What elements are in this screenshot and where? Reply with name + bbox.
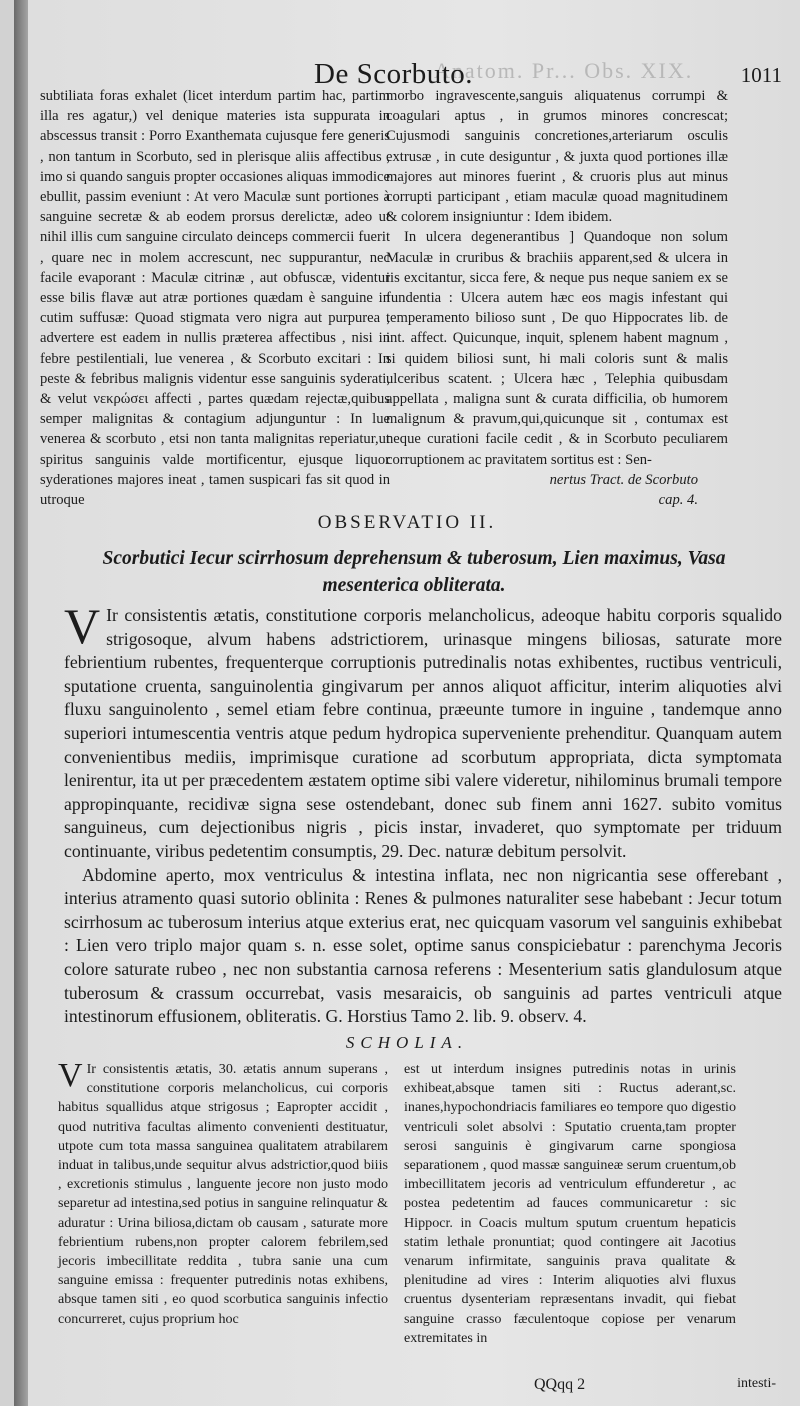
observatio-paragraph-1: V Ir consistentis ætatis, constitutione corporis melancholicus, adeoque habitu corporis squalido strigosoque, alvum habens adstrictiorem, urinasque mingens biliosas, saturate more febrientium rubentes, frequenterque corruptionis putredinalis notas exhibentes, ructibus ventriculi, sputatione cruenta, sanguinolentia gingivarum per annos aliquot afficitur, interim aliquoties alvi fluxu sanguinolento , semel etiam febre continua, præeunte tumore in inguine , tandemque anno superiori intumescentia ventris atque pedum hydropica supervenientе prehenditur. Quanquam autem convenientibus mediis, imprimisque curatione ad scorbutum appropriata, dicta symptomata lenirentur, ita ut per præcedentem æstatem optime sibi valere videretur, nihilominus brumali tempore appropinquante, recidivæ signa sese ostendebant, donec sub finem anni 1627. subito vomitus sanguineus, cum dejectionibus nigris , picis instar, invaderet, quo symptomate per triduum continuante, viribus pedetentim consumptis, 29. Dec. naturæ debitum persolvit. <box>64 598 782 861</box>
page-number: 1011 <box>740 63 782 87</box>
top-right-paragraph-1: morbo ingravescente,sanguis aliquatenus corrumpi & coagulari aptus , in grumos minores concrescat; Cujusmodi sanguinis concretiones,arteriarum osculis extrusæ , in cute desiguntur , & juxta quod portiones illæ majores aut minores fuerint , & cruoris plus aut minus corrupti participant , etiam maculæ quoad magnitudinem & colorem insigniuntur : Idem ibidem. <box>386 88 728 226</box>
citation-line-1: nertus Tract. de Scorbuto <box>549 471 698 488</box>
running-title: De Scorbuto. <box>314 58 474 90</box>
observatio-paragraph-2: Abdomine aperto, mox ventriculus & intestina inflata, nec non nigricantia sese offerebant , interius atramento quasi sutorio oblinita : Renes & pulmones naturaliter sese habebant : Jecur totum scirrhosum ac tuberosum interius atque exterius erat, nec quicquam vasorum vel sanguinis exhibebat : Lien vero triplo major quam s. n. esse solet, optime sanus conspiciebatur : parenchyma Jecoris colore saturate rubeo , nec non substantia carnosa referens : Mesenterium satis glandulosum atque tuberosum & crassum occurrebat, vasis mesaraicis, ob sanguinis ad partes ventriculi atque intestinorum effusionem, obliteratis. G. Horstius Tamo 2. lib. 9. observ. 4. <box>64 864 782 1027</box>
top-right-column <box>386 86 728 510</box>
top-left-column <box>40 86 390 510</box>
observatio-subtitle: Scorbutici Iecur scirrhosum deprehensum & tuberosum, Lien maximus, Vasa mesenterica obliterata. <box>102 548 726 596</box>
top-right-paragraph-2: In ulcera degenerantibus ] Quandoque non solum Maculæ in cruribus & brachiis apparent,sed & ulcera in iis excitantur, sicca fere, & neque pus neque saniem ex se fundentia : Ulcera autem hæc eos magis infestant qui temperamento bilioso sunt , De quo Hippocrates lib. de int. affect. Quicunque, inquit, splenem habent magnum , si quidem biliosi sunt, hi mali coloris sunt & malis ulceribus scatent. ; Ulcera hæc , Telephia quibusdam appellata , maligna sunt & curata difficilia, ob humorem malignum & pravum,qui,quicunque sit , contumax est neque curationi facile cedit , & in Scorbuto peculiarem corruptionem ac pravitatem sortitus est : Sen- <box>386 229 728 468</box>
scholia-left-paragraph: V Ir consistentis ætatis, 30. ætatis annum superans , constitutione corporis melancholicus, cui corporis habitus squallidus atque strigosus ; Eapropter accidit , quod nutritiva facultas alimento convenienti destituatur, utpote cum tota massa sanguinea qualitatem atrabilarem induat in talibus,unde sequitur alvus adstrictior,quod biiis , excretionis stimulus , languente jecore non justo modo separetur ad intestina,sed potius in sanguine relinquatur & aduratur : Urina biliosa,dictam ob causam , saturate more febrientium rubens,non propter calorem febrilem,sed jecoris imbecillitate reddita , tubra sanie una cum sanguine emissa : frequenter putredinis notas exhibens, absque tamen siti , eo quod scorbutica sanguinis infectio concurreret, cujus proprium hoc <box>58 1057 388 1327</box>
signature-mark: QQqq 2 <box>534 1376 586 1393</box>
book-page <box>14 0 800 1406</box>
observatio-heading: OBSERVATIO II. <box>317 512 497 533</box>
scholia-heading: SCHOLIA. <box>345 1033 469 1052</box>
scholia-right-paragraph: est ut interdum insignes putredinis notas in urinis exhibeat,absque tamen siti : Ructus aderant,sc. inanes,hypochondriacis familiares eo tempore quo digestio ventriculi solet absolvi : Sputatio cruenta,tam propter serosi sanguinis è gingivarum carne spongiosa separationem , quod massæ sanguineæ serum cruentum,ob imbecillitatem jecoris ad ventriculum effunderetur , ac postea pedetentim ad fauces communicaretur : sic Hippocr. in Coacis multum sputum cruentum hepaticis statim lethale pronuntiat; quod contingere ait Jacotius venarum infirmitate, sanguinis prava qualitate & plenitudine ad vires : Interim aliquoties alvi fluxus cruentus dysenteriam repræsentans invadit, qui fiebat sanguine crasso fæculentoque copiose per venarum extremitates in <box>404 1061 736 1346</box>
bleed-through-text: Anatom. Pr... Obs. XIX. <box>434 58 694 83</box>
scholia-left-column <box>58 1057 388 1329</box>
citation-line-2: cap. 4. <box>658 492 698 509</box>
top-left-paragraph: subtiliata foras exhalet (licet interdum partim hac, partim illa res agatur,) vel denique materies ista suppurata in abscessus transit : Porro Exanthemata cujusque fere generis , non tantum in Scorbuto, sed in plerisque aliis affectibus , imo si quando sanguis propter occasiones aliquas immodice ebullit, passim eveniunt : At vero Maculæ sunt portiones à sanguine secretæ & ab eodem prorsus derelictæ, adeo ut nihil illis cum sanguine circulato deinceps commercii fuerit , quare nec in molem accrescunt, nec suppurantur, nec facile evaporant : Maculæ citrinæ , aut obfuscæ, videntur esse bilis flavæ aut atræ portiones quædam è sanguine in cutim suffusæ: Quoad stigmata vero nigra aut purpurea , advertere est eadem in nullis præterea affectibus , nisi in febre pestilentiali, lue venerea , & Scorbuto excitari : In peste & febribus malignis videntur esse sanguinis syderati, & velut νεκρώσει affecti , partes quædam rejectæ,quibus semper malignitas & contagium adjunguntur : In lue venerea & scorbuto , etsi non tanta malignitas reperiatur,ut spiritus sanguinis valde mortificentur, ejusque liquor syderationes majores ineat , tamen suspicari fas sit quod in utroque <box>40 88 390 509</box>
catchword: intesti- <box>737 1376 776 1391</box>
scholia-dropcap: V <box>58 1057 83 1094</box>
dropcap: V <box>64 598 101 654</box>
observatio-body <box>64 598 782 1029</box>
book-spine <box>14 0 28 1406</box>
scholia-right-column <box>404 1060 736 1348</box>
